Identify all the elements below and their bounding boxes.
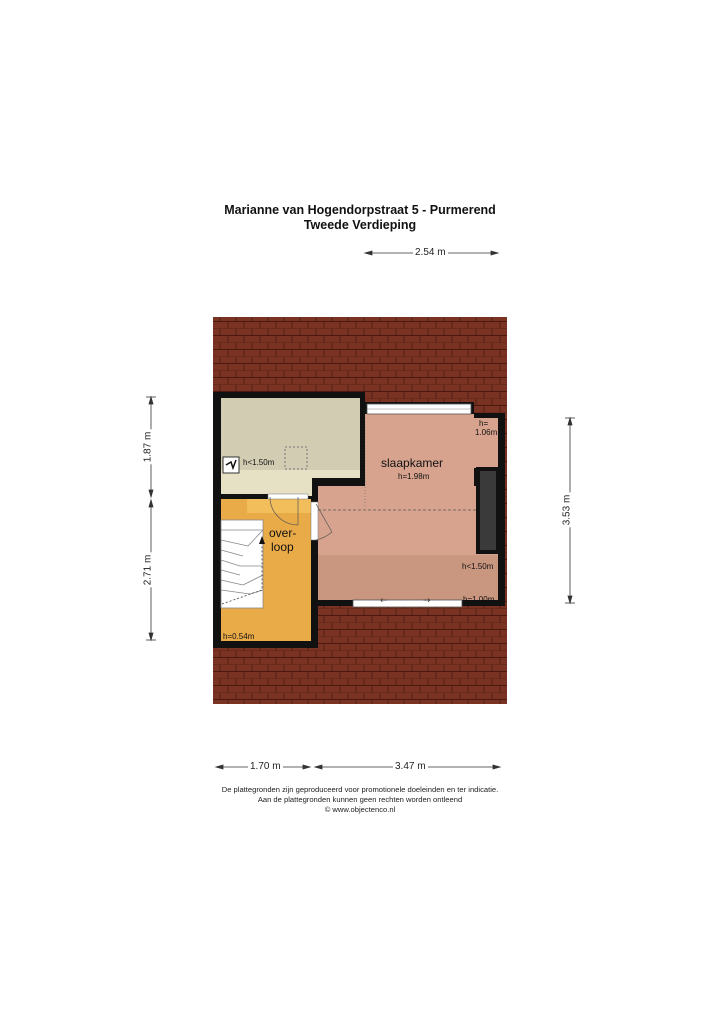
storage-door-opening — [268, 494, 308, 499]
landing-name-2: loop — [271, 540, 294, 554]
bedroom-low-height-label: h<1.50m — [462, 562, 494, 571]
dim-bottom-left: 1.70 m — [250, 761, 281, 772]
window-arrow-right: → — [423, 596, 431, 606]
landing-name-1: over- — [269, 526, 297, 540]
bedroom-corner-height-2: 1.06m — [475, 428, 498, 437]
wall-storage-bottom — [221, 494, 268, 499]
bedroom-door-opening — [311, 502, 318, 540]
floor-title: Tweede Verdieping — [303, 218, 417, 232]
landing-height-label: h=0.54m — [223, 632, 255, 641]
landing-light — [247, 499, 311, 513]
address-title: Marianne van Hogendorpstraat 5 - Purmerend — [224, 203, 496, 217]
bedroom-window-height-label: h=1.00m — [463, 595, 495, 604]
bedroom-name: slaapkamer — [381, 456, 444, 470]
window-bottom — [353, 600, 462, 607]
dim-left-upper: 1.87 m — [142, 431, 154, 463]
disclaimer-line-2: Aan de plattegronden kunnen geen rechten worden ontleend — [257, 795, 463, 804]
dim-bottom-right: 3.47 m — [395, 761, 426, 772]
bedroom-height-label: h=1.98m — [398, 472, 430, 481]
dim-top-width: 2.54 m — [415, 247, 446, 258]
wall-storage-right — [360, 392, 365, 486]
storage-height-label: h<1.50m — [243, 458, 275, 467]
chimney-inner — [480, 471, 496, 550]
staircase — [221, 520, 263, 608]
disclaimer-line-3: © www.objectenco.nl — [324, 805, 396, 814]
boiler-icon — [223, 457, 239, 473]
dim-right-height: 3.53 m — [561, 494, 573, 526]
window-arrow-left: ← — [380, 596, 388, 606]
dim-left-lower: 2.71 m — [142, 554, 154, 586]
bedroom-corner-height-1: h= — [479, 419, 489, 428]
disclaimer-line-1: De plattegronden zijn geproduceerd voor promotionele doeleinden en ter indicatie. — [221, 785, 499, 794]
